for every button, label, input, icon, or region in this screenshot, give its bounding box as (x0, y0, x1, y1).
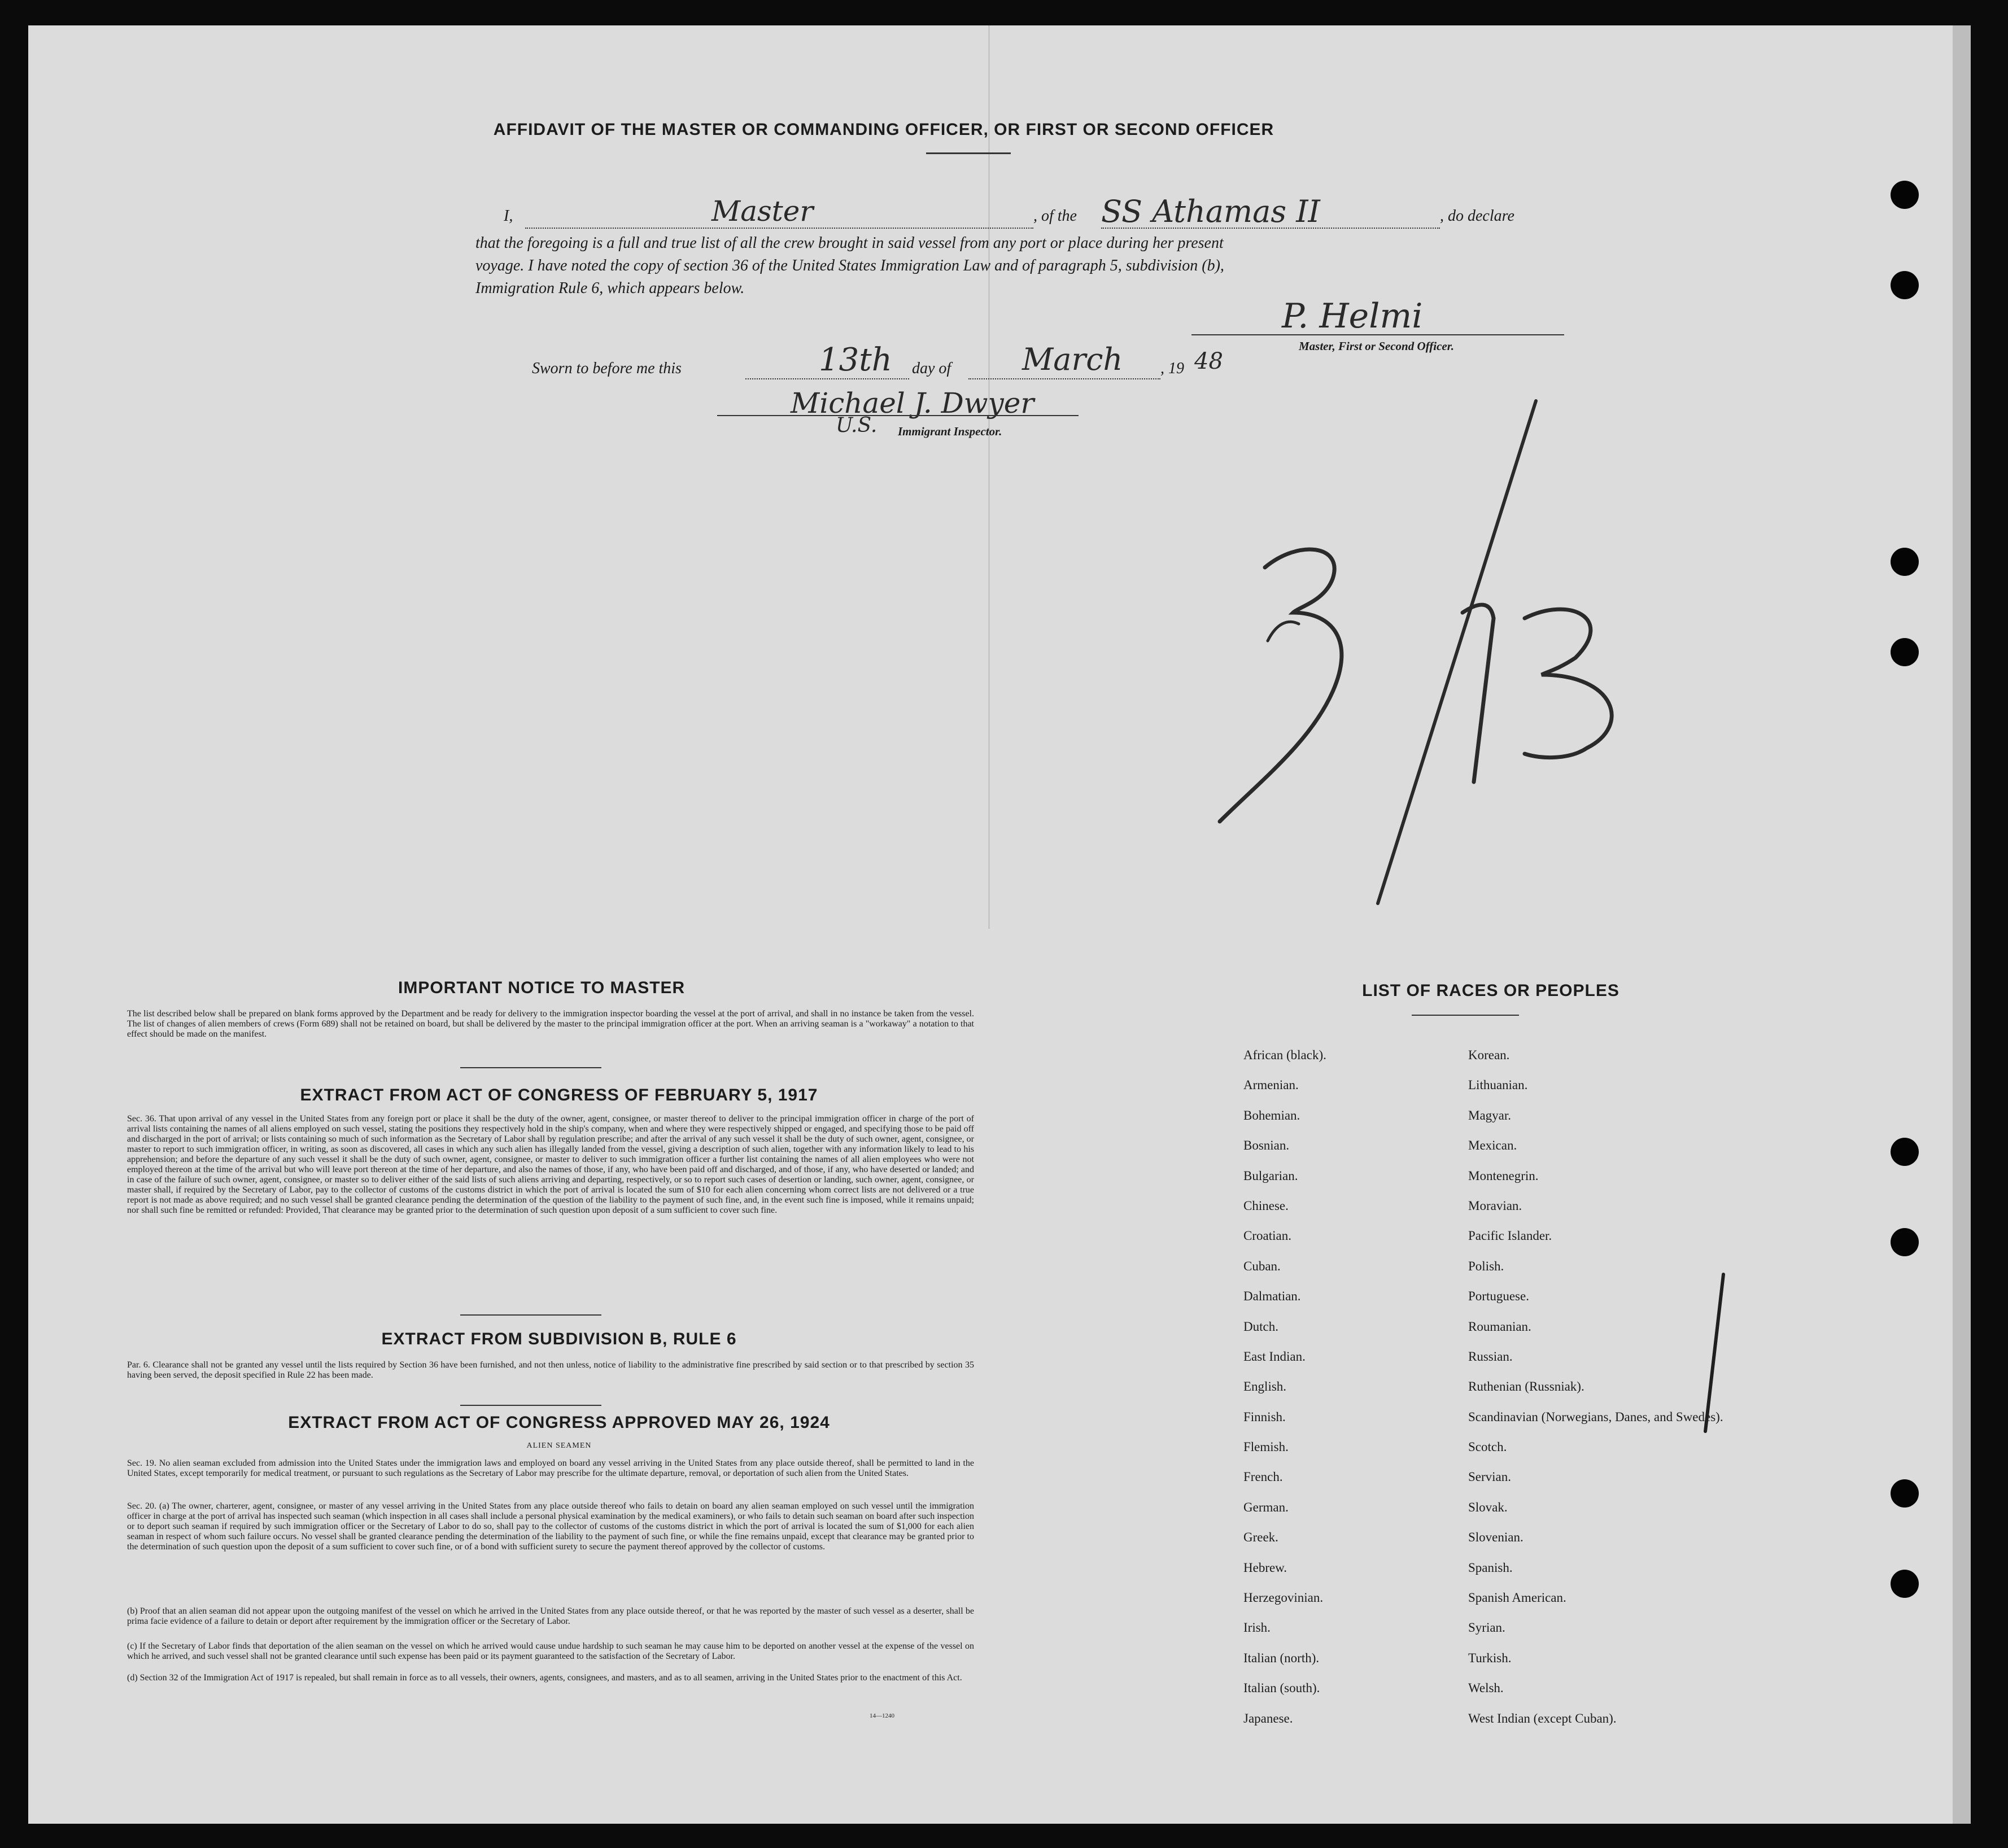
race-item: West Indian (except Cuban). (1468, 1711, 1617, 1725)
declaration-line-2: that the foregoing is a full and true list of all the crew brought in said vessel from any port or place during her present (475, 234, 1224, 252)
race-item: Russian. (1468, 1349, 1513, 1364)
title-divider (926, 152, 1011, 154)
race-item: Welsh. (1468, 1681, 1504, 1696)
races-title: LIST OF RACES OR PEOPLES (1362, 981, 1620, 1000)
handwritten-date-note (1186, 375, 1649, 906)
binder-hole (1891, 181, 1919, 209)
race-item: Bulgarian. (1243, 1168, 1298, 1183)
race-item: Irish. (1243, 1620, 1271, 1635)
race-item: Italian (north). (1243, 1650, 1320, 1665)
signature-line (1191, 334, 1564, 335)
inspector-prefix: U.S. (836, 414, 878, 437)
affidavit-title: AFFIDAVIT OF THE MASTER OR COMMANDING OFFICER, OR FIRST OR SECOND OFFICER (493, 120, 1274, 139)
declaration-line-1 (504, 207, 513, 225)
race-item: Roumanian. (1468, 1319, 1531, 1334)
races-column-left (1243, 1047, 1326, 1741)
race-item: Armenian. (1243, 1078, 1299, 1093)
notice-divider (460, 1067, 601, 1068)
year-handwritten: 48 (1194, 348, 1223, 374)
races-column-right (1468, 1047, 1723, 1741)
race-item: Japanese. (1243, 1711, 1293, 1725)
race-item: Herzegovinian. (1243, 1591, 1324, 1605)
binder-hole (1891, 1138, 1919, 1166)
extract-1924-sec20b: (b) Proof that an alien seaman did not appear upon the outgoing manifest of the vessel on which he arrived in the United States from any place outside thereof, or that he was reported by the master of such vessel as a deserter, shall be prima facie evidence of a failure to detain or deport after requirement by the immigration officer or the Secretary of Labor. (127, 1606, 974, 1626)
race-item: Polish. (1468, 1259, 1504, 1273)
master-signature: P. Helmi (1282, 296, 1423, 336)
race-item: Cuban. (1243, 1259, 1281, 1273)
i-line (525, 228, 1033, 229)
of-the-label: , of the (1033, 207, 1077, 225)
race-item: East Indian. (1243, 1349, 1306, 1364)
binder-hole (1891, 1479, 1919, 1508)
i-value-handwritten: Master (711, 195, 814, 228)
race-item: Portuguese. (1468, 1289, 1529, 1304)
declaration-line-4: Immigration Rule 6, which appears below. (475, 279, 745, 297)
race-item: Korean. (1468, 1048, 1510, 1062)
inspector-line (717, 415, 1079, 416)
race-item: English. (1243, 1379, 1287, 1394)
races-divider (1412, 1015, 1519, 1016)
inspector-signature: Michael J. Dwyer (791, 387, 1034, 420)
race-item: Turkish. (1468, 1650, 1512, 1665)
race-item: Spanish. (1468, 1560, 1513, 1575)
race-item: African (black). (1243, 1048, 1326, 1062)
handwritten-tally-mark (1700, 1268, 1734, 1437)
race-item: Dalmatian. (1243, 1289, 1301, 1304)
extract-1924-title: EXTRACT FROM ACT OF CONGRESS APPROVED MAY 26, 1924 (288, 1413, 830, 1432)
race-item: Flemish. (1243, 1440, 1289, 1454)
notice-title: IMPORTANT NOTICE TO MASTER (398, 978, 686, 997)
year-prefix: , 19 (1160, 360, 1184, 377)
race-item: Italian (south). (1243, 1681, 1320, 1696)
race-item: Ruthenian (Russniak). (1468, 1379, 1584, 1394)
binder-hole (1891, 1228, 1919, 1256)
extract-rule6-text: Par. 6. Clearance shall not be granted any vessel until the lists required by Section 36 have been furnished, and not then unless, notice of liability to the administrative fine prescribed by said section or to that prescribed by section 35 having been served, the deposit specified in Rule 22 has been made. (127, 1360, 974, 1380)
race-item: Pacific Islander. (1468, 1229, 1552, 1243)
i-label: I, (504, 207, 513, 225)
race-item: Montenegrin. (1468, 1168, 1539, 1183)
race-item: Lithuanian. (1468, 1078, 1528, 1093)
race-item: Mexican. (1468, 1138, 1517, 1153)
extract-1917-divider (460, 1314, 601, 1316)
race-item: Chinese. (1243, 1198, 1289, 1213)
race-item: Croatian. (1243, 1229, 1291, 1243)
do-declare-label: , do declare (1440, 207, 1514, 225)
binder-hole (1891, 548, 1919, 576)
sworn-label: Sworn to before me this (532, 360, 682, 377)
race-item: Dutch. (1243, 1319, 1278, 1334)
extract-1924-sec20d: (d) Section 32 of the Immigration Act of 1917 is repealed, but shall remain in force as to all vessels, their owners, agents, consignees, and masters, and as to all seamen, arriving in the United States prior to the enactment of this Act. (127, 1673, 962, 1683)
sworn-day-handwritten: 13th (819, 342, 892, 378)
extract-1917-title: EXTRACT FROM ACT OF CONGRESS OF FEBRUARY 5, 1917 (300, 1086, 818, 1104)
race-item: Scandinavian (Norwegians, Danes, and Swedes). (1468, 1409, 1723, 1424)
race-item: Servian. (1468, 1470, 1512, 1484)
extract-1924-sec20c: (c) If the Secretary of Labor finds that deportation of the alien seaman on the vessel on which he arrived would cause undue hardship to such seaman he may cause him to be deported on another vessel at the expense of the vessel on which he arrived, and such vessel shall not be granted clearance until such expense has been paid or its payment guaranteed to the satisfaction of the Secretary of Labor. (127, 1641, 974, 1661)
race-item: Scotch. (1468, 1440, 1507, 1454)
page-fold (988, 25, 990, 929)
vessel-name-handwritten: SS Athamas II (1101, 194, 1320, 229)
race-item: Hebrew. (1243, 1560, 1287, 1575)
binder-hole (1891, 1570, 1919, 1598)
extract-1924-sec19: Sec. 19. No alien seaman excluded from admission into the United States under the immigration laws and employed on board any vessel arriving in the United States from any place outside thereof, shall be permitted to land in the United States, except temporarily for medical treatment, or pursuant to such regulations as the Secretary of Labor may prescribe for the ultimate departure, removal, or deportation of such alien from the United States. (127, 1458, 974, 1478)
race-item: Moravian. (1468, 1198, 1522, 1213)
race-item: Spanish American. (1468, 1591, 1566, 1605)
day-of-label: day of (912, 360, 951, 377)
extract-rule6-divider (460, 1405, 601, 1406)
binder-hole (1891, 638, 1919, 666)
binder-hole (1891, 271, 1919, 299)
extract-rule6-title: EXTRACT FROM SUBDIVISION B, RULE 6 (381, 1330, 737, 1348)
notice-text: The list described below shall be prepared on blank forms approved by the Department and be ready for delivery to the immigration inspector boarding the vessel at the port of arrival, and shall in no instance be taken from the vessel. The list of changes of alien members of crews (Form 689) shall not be retained on board, but shall be delivered by the master to the principal immigration officer at the port. When an arriving seaman is a "workaway" a notation to that effect should be made on the manifest. (127, 1009, 974, 1039)
extract-1924-subtitle: ALIEN SEAMEN (526, 1441, 592, 1450)
race-item: Syrian. (1468, 1620, 1505, 1635)
race-item: Bohemian. (1243, 1108, 1300, 1122)
sworn-month-line (968, 378, 1160, 379)
sworn-day-line (745, 378, 909, 379)
race-item: Slovenian. (1468, 1530, 1524, 1545)
race-item: French. (1243, 1470, 1283, 1484)
race-item: Finnish. (1243, 1409, 1286, 1424)
document-page (28, 25, 1971, 1824)
race-item: Greek. (1243, 1530, 1278, 1545)
race-item: German. (1243, 1500, 1289, 1514)
declaration-line-3: voyage. I have noted the copy of section 36 of the United States Immigration Law and of paragraph 5, subdivision (b), (475, 257, 1224, 274)
sworn-month-handwritten: March (1022, 342, 1123, 377)
signature-caption: Master, First or Second Officer. (1299, 339, 1454, 353)
race-item: Magyar. (1468, 1108, 1512, 1122)
inspector-caption: Immigrant Inspector. (898, 425, 1002, 438)
page-edge (1953, 25, 1971, 1824)
race-item: Bosnian. (1243, 1138, 1290, 1153)
race-item: Slovak. (1468, 1500, 1508, 1514)
form-number: 14—1240 (870, 1712, 894, 1719)
extract-1917-text: Sec. 36. That upon arrival of any vessel in the United States from any foreign port or place it shall be the duty of the owner, agent, consignee, or master thereof to deliver to the principal immigration officer in charge of the port of arrival lists containing the names of all aliens employed on such vessel, stating the positions they respectively hold in the ship's company, when and where they were respectively shipped or engaged, and specifying those to be paid off and discharged in the port of arrival; or lists containing so much of such information as the Secretary of Labor shall by regulation prescribe; and after the arrival of any such vessel it shall be the duty of such owner, agent, consignee, or master to report to such immigration officer, in writing, as soon as discovered, all cases in which any such alien has illegally landed from the vessel, giving a description of such alien, together with any information likely to lead to his apprehension; and before the departure of any such vessel it shall be the duty of such owner, agent, consignee, or master to deliver to such immigration officer a further list containing the names of all alien employees who were not employed thereon at the time of the arrival but who will leave port thereon at the time of her departure, and also the names of those, if any, who have been paid off and discharged, and of those, if any, who have deserted or landed; and in case of the failure of such owner, agent, consignee, or master so to deliver either of the said lists of such aliens arriving and departing, respectively, or so to report such cases of desertion or landing, such owner, agent, consignee, or master shall, if required by the Secretary of Labor, pay to the collector of customs of the customs district in which the port of arrival is located the sum of $10 for each alien concerning whom correct lists are not delivered or a true report is not made as above required; and no such vessel shall be granted clearance pending the determination of the question of the liability to the payment of such fine, and, in the event such fine is imposed, while it remains unpaid; nor shall such fine be remitted or refunded: Provided, That clearance may be granted prior to the determination of such question upon deposit of a sum sufficient to cover such fine. (127, 1114, 974, 1215)
extract-1924-sec20a: Sec. 20. (a) The owner, charterer, agent, consignee, or master of any vessel arriving in the United States from any place outside thereof who fails to detain on board any alien seaman employed on such vessel until the immigration officer in charge at the port of arrival has inspected such seaman (which inspection in all cases shall include a personal physical examination by the medical examiners), or who fails to detain such seaman on board after such inspection or to deport such seaman if required by such immigration officer or the Secretary of Labor to do so, shall pay to the collector of customs of the customs district in which the port of arrival is located the sum of $1,000 for each alien seaman in respect of whom such failure occurs. No vessel shall be granted clearance pending the determination of the liability to the payment of such fine, or while the fine remains unpaid, except that clearance may be granted prior to the determination of such question upon the deposit of a sum sufficient to cover such fine, or of a bond with sufficient surety to secure the payment thereof approved by the collector of customs. (127, 1501, 974, 1552)
